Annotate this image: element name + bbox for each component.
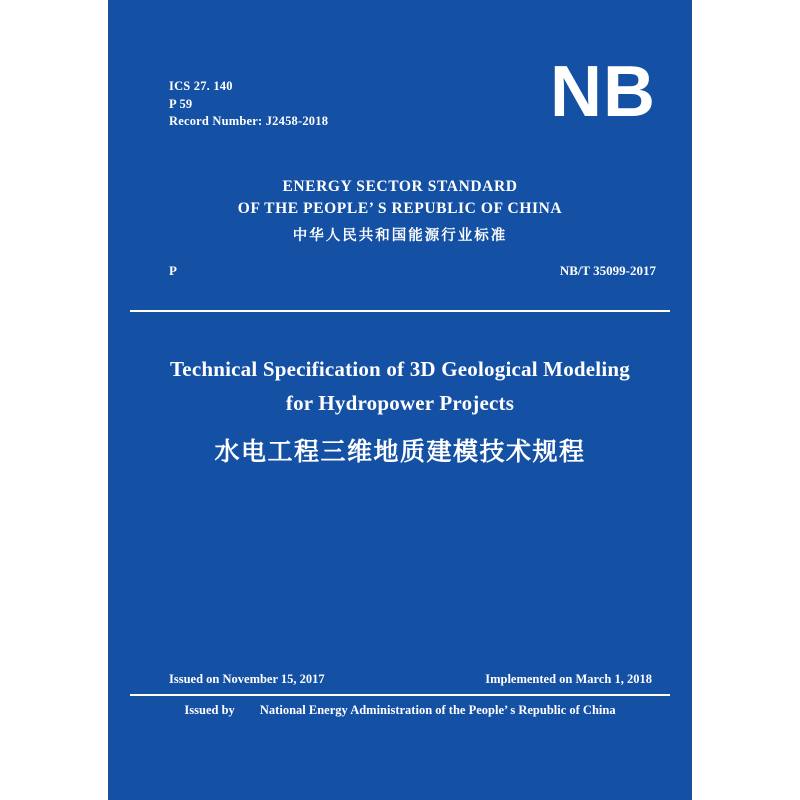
implemented-on-date: Implemented on March 1, 2018 [485, 672, 652, 686]
divider-top [130, 310, 670, 312]
standard-heading-line-2: OF THE PEOPLE’ S REPUBLIC OF CHINA [237, 200, 563, 217]
nb-logo: NB [550, 52, 656, 132]
issued-by-value: National Energy Administration of the People’ s Republic of China [259, 703, 616, 717]
title-english-line-1: Technical Specification of 3D Geological Modeling [170, 357, 630, 381]
dates-row [169, 672, 652, 687]
standard-heading-line-1: ENERGY SECTOR STANDARD [282, 178, 518, 195]
standard-heading [108, 176, 692, 248]
ics-number: ICS 27. 140 [169, 79, 233, 93]
code-row [169, 263, 656, 279]
category-letter: P [169, 263, 177, 278]
divider-bottom [130, 694, 670, 696]
standard-code: NB/T 35099-2017 [559, 263, 656, 278]
title-block [148, 352, 652, 472]
category-number: P 59 [169, 96, 193, 111]
issued-on-date: Issued on November 15, 2017 [169, 672, 325, 686]
standard-heading-chinese: 中华人民共和国能源行业标准 [292, 228, 508, 244]
issued-by-label: Issued by [184, 703, 235, 717]
standard-cover [108, 0, 692, 800]
title-chinese: 水电工程三维地质建模技术规程 [214, 437, 586, 466]
title-english-line-2: for Hydropower Projects [285, 391, 515, 415]
issuer-row [108, 703, 692, 718]
record-number: Record Number: J2458-2018 [169, 114, 329, 128]
identifier-block [169, 78, 328, 131]
